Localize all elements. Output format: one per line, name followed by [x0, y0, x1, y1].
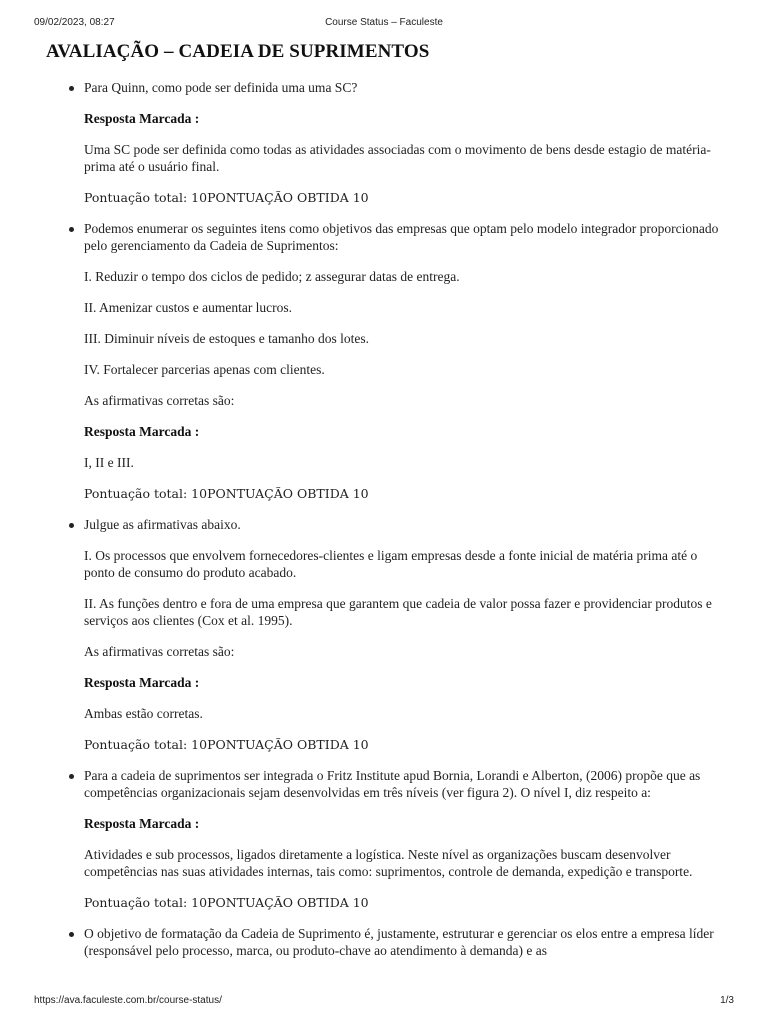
statement-item: II. As funções dentro e fora de uma empresa que garantem que cadeia de valor possa fazer e providenciar produtos e serviços aos clientes (Cox et al. 1995).	[84, 596, 712, 628]
score-line: Pontuação total: 10PONTUAÇÃO OBTIDA 10	[84, 895, 369, 910]
question-stem: As afirmativas corretas são:	[84, 644, 235, 659]
answer-label: Resposta Marcada :	[84, 424, 200, 439]
statement-item: III. Diminuir níveis de estoques e tamanho dos lotes.	[84, 331, 369, 346]
score-line: Pontuação total: 10PONTUAÇÃO OBTIDA 10	[84, 190, 369, 205]
question-list	[84, 79, 724, 972]
question-prompt: Para Quinn, como pode ser definida uma uma SC?	[84, 80, 358, 95]
marked-answer: Uma SC pode ser definida como todas as atividades associadas com o movimento de bens desde estagio de matéria-prima até o usuário final.	[84, 142, 711, 174]
answer-label: Resposta Marcada :	[84, 111, 200, 126]
statement-item: I. Reduzir o tempo dos ciclos de pedido; z assegurar datas de entrega.	[84, 269, 460, 284]
question-stem: As afirmativas corretas são:	[84, 393, 235, 408]
answer-label: Resposta Marcada :	[84, 675, 200, 690]
marked-answer: Atividades e sub processos, ligados diretamente a logística. Neste nível as organizações buscam desenvolver competências nas suas atividades internas, tais como: suprimentos, controle de demanda, expedição e transporte.	[84, 847, 693, 879]
print-page-title: Course Status – Faculeste	[325, 17, 443, 28]
page-title: AVALIAÇÃO – CADEIA DE SUPRIMENTOS	[46, 41, 430, 62]
question-prompt: Para a cadeia de suprimentos ser integrada o Fritz Institute apud Bornia, Lorandi e Alberton, (2006) propõe que as competências organizacionais sejam desenvolvidas em três níveis (ver figura 2). O nível I, diz respeito a:	[84, 768, 701, 800]
print-datetime: 09/02/2023, 08:27	[34, 17, 115, 28]
print-header	[34, 16, 734, 30]
score-line: Pontuação total: 10PONTUAÇÃO OBTIDA 10	[84, 737, 369, 752]
question-4	[84, 767, 724, 911]
print-url: https://ava.faculeste.com.br/course-status/	[34, 995, 222, 1006]
question-prompt: Podemos enumerar os seguintes itens como objetivos das empresas que optam pelo modelo integrador proporcionado pelo gerenciamento da Cadeia de Suprimentos:	[84, 221, 719, 253]
statement-item: I. Os processos que envolvem fornecedores-clientes e ligam empresas desde a fonte inicial de matéria prima até o ponto de consumo do produto acabado.	[84, 548, 698, 580]
marked-answer: Ambas estão corretas.	[84, 706, 203, 721]
question-prompt: O objetivo de formatação da Cadeia de Suprimento é, justamente, estruturar e gerenciar os elos entre a empresa líder (responsável pelo processo, marca, ou produto-chave ao atendimento à demanda) e as	[84, 926, 714, 958]
print-footer	[34, 994, 734, 1008]
question-2	[84, 220, 724, 502]
statement-item: II. Amenizar custos e aumentar lucros.	[84, 300, 293, 315]
marked-answer: I, II e III.	[84, 455, 134, 470]
statement-item: IV. Fortalecer parcerias apenas com clientes.	[84, 362, 325, 377]
score-line: Pontuação total: 10PONTUAÇÃO OBTIDA 10	[84, 486, 369, 501]
question-prompt: Julgue as afirmativas abaixo.	[84, 517, 241, 532]
question-3	[84, 516, 724, 753]
print-page-number: 1/3	[720, 995, 734, 1006]
question-1	[84, 79, 724, 206]
question-5	[84, 925, 724, 958]
answer-label: Resposta Marcada :	[84, 816, 200, 831]
